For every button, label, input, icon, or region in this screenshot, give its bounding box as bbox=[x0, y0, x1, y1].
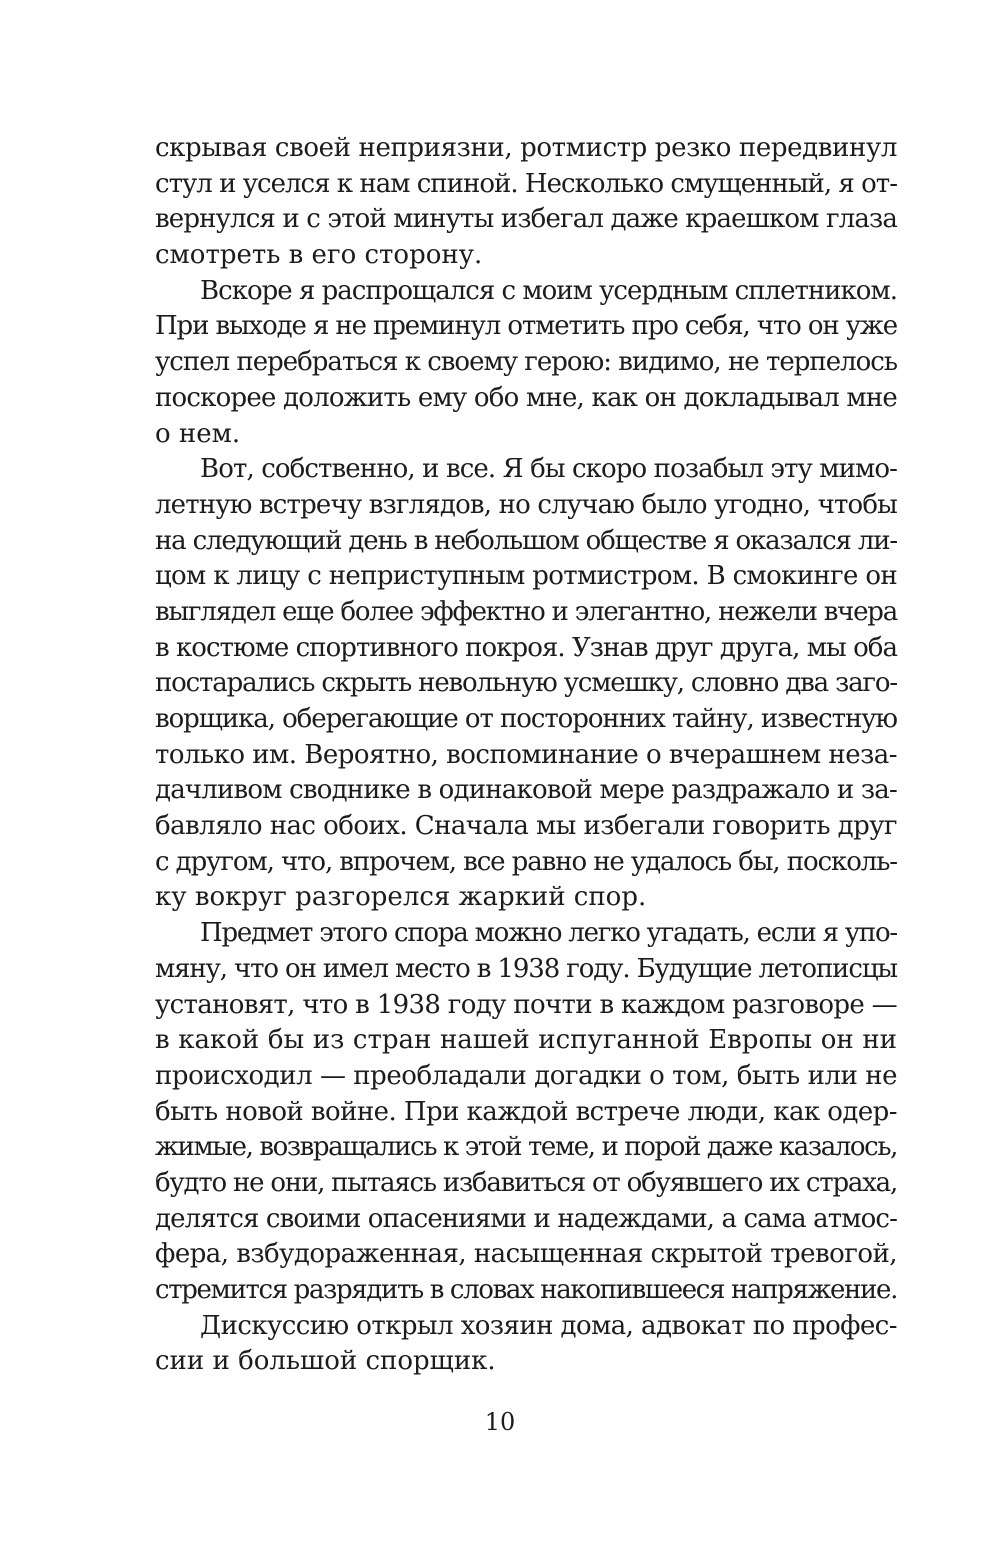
text-line: установят, что в 1938 году почти в каждом разговоре — bbox=[155, 989, 897, 1020]
text-line: бавляло нас обоих. Сначала мы избегали говорить друг bbox=[155, 811, 898, 842]
text-line: о нем. bbox=[155, 418, 241, 449]
text-line: Вскоре я распрощался с моим усердным сплетником. bbox=[200, 275, 897, 306]
text-line: будто не они, пытаясь избавиться от обуявшего их страха, bbox=[155, 1167, 897, 1198]
text-line: мяну, что он имел место в 1938 году. Будущие летописцы bbox=[155, 953, 897, 984]
page-number: 10 bbox=[484, 1408, 516, 1436]
text-line: Предмет этого спора можно легко угадать, если я упо- bbox=[200, 918, 897, 949]
text-line: быть новой войне. При каждой встрече люди, как одер- bbox=[155, 1096, 897, 1127]
body-text bbox=[155, 131, 897, 1380]
text-line: Дискуссию открыл хозяин дома, адвокат по профес- bbox=[200, 1310, 897, 1341]
text-line: поскорее доложить ему обо мне, как он докладывал мне bbox=[155, 382, 897, 413]
text-line: постарались скрыть невольную усмешку, словно два заго- bbox=[155, 668, 897, 699]
text-line: фера, взбудораженная, насыщенная скрытой тревогой, bbox=[155, 1239, 897, 1270]
text-line: дачливом своднике в одинаковой мере раздражало и за- bbox=[155, 775, 897, 806]
text-line: жимые, возвращались к этой теме, и порой даже казалось, bbox=[155, 1132, 897, 1163]
text-line: сии и большой спорщик. bbox=[155, 1346, 496, 1377]
text-line: только им. Вероятно, воспоминание о вчерашнем неза- bbox=[155, 739, 897, 770]
text-line: в какой бы из стран нашей испуганной Европы он ни bbox=[155, 1025, 897, 1056]
text-line: летную встречу взглядов, но случаю было угодно, чтобы bbox=[155, 489, 897, 520]
text-line: ку вокруг разгорелся жаркий спор. bbox=[155, 882, 647, 913]
text-line: цом к лицу с неприступным ротмистром. В смокинге он bbox=[155, 561, 897, 592]
text-line: стул и уселся к нам спиной. Несколько смущенный, я от- bbox=[155, 168, 897, 199]
text-line: вернулся и с этой минуты избегал даже краешком глаза bbox=[155, 204, 897, 235]
text-line: Вот, собственно, и все. Я бы скоро позабыл эту мимо- bbox=[200, 454, 897, 485]
text-line: на следующий день в небольшом обществе я оказался ли- bbox=[155, 525, 897, 556]
text-line: успел перебраться к своему герою: видимо, не терпелось bbox=[155, 347, 897, 378]
text-line: с другом, что, впрочем, все равно не удалось бы, посколь- bbox=[155, 846, 897, 877]
text-line: в костюме спортивного покроя. Узнав друг друга, мы оба bbox=[155, 632, 897, 663]
text-line: При выходе я не преминул отметить про себя, что он уже bbox=[155, 311, 897, 342]
text-line: ворщика, оберегающие от посторонних тайну, известную bbox=[155, 704, 897, 734]
text-line: происходил — преобладали догадки о том, быть или не bbox=[155, 1060, 898, 1091]
text-line: скрывая своей неприязни, ротмистр резко передвинул bbox=[155, 133, 898, 163]
text-line: делятся своими опасениями и надеждами, а сама атмос- bbox=[155, 1203, 897, 1234]
text-line: стремится разрядить в словах накопившееся напряжение. bbox=[155, 1275, 897, 1305]
text-line: выглядел еще более эффектно и элегантно, нежели вчера bbox=[155, 596, 897, 627]
text-line: смотреть в его сторону. bbox=[155, 240, 483, 271]
